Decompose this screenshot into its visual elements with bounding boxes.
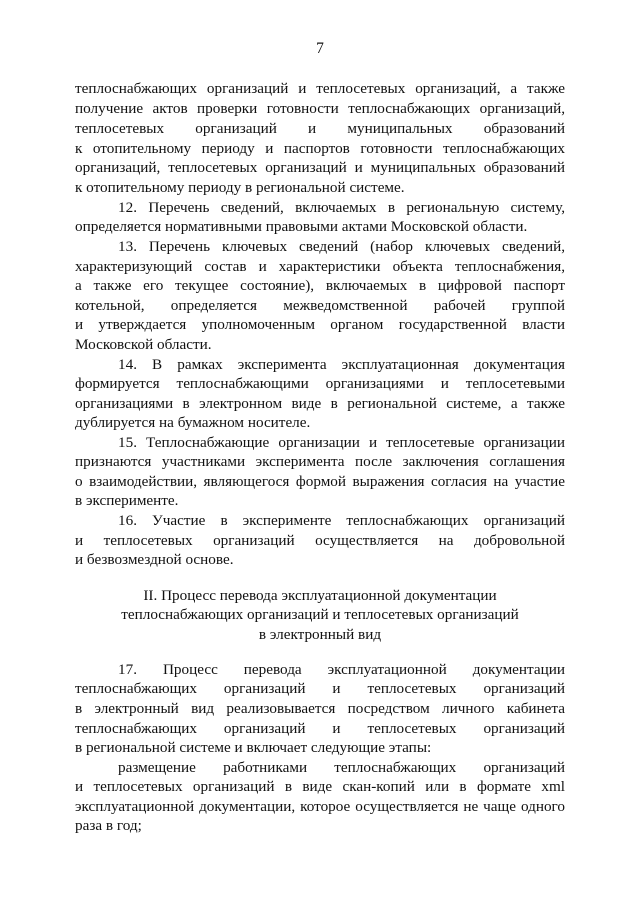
section-heading-line: II. Процесс перевода эксплуатационной документации [143, 587, 497, 604]
text-line: раза в год; [75, 817, 142, 834]
paragraph-12-first-line: 12. Перечень сведений, включаемых в региональную систему, [118, 199, 565, 216]
paragraph-16-first-line: 16. Участие в эксперименте теплоснабжающих организаций [118, 512, 565, 529]
text-line: а также его текущее состояние), включаемых в цифровой паспорт [75, 277, 565, 294]
text-line: определяется нормативными правовыми актами Московской области. [75, 218, 528, 235]
paragraph-17-first-line: 17. Процесс перевода эксплуатационной документации [118, 661, 565, 678]
text-line: теплосетевых организаций и муниципальных образований [75, 120, 565, 137]
text-line: формируется теплоснабжающими организациями и теплосетевыми [75, 375, 565, 392]
text-line: характеризующий состав и характеристики объекта теплоснабжения, [75, 258, 565, 275]
text-line: получение актов проверки готовности теплоснабжающих организаций, [75, 100, 565, 117]
text-line: в эксперименте. [75, 492, 179, 509]
section-heading-line: теплоснабжающих организаций и теплосетевых организаций [121, 606, 519, 623]
page-number: 7 [316, 40, 324, 57]
text-line: дублируется на бумажном носителе. [75, 414, 311, 431]
text-line: и утверждается уполномоченным органом государственной власти [75, 316, 565, 333]
text-line: в региональной системе и включает следующие этапы: [75, 739, 432, 756]
paragraph-14-first-line: 14. В рамках эксперимента эксплуатационная документация [118, 356, 565, 373]
stage-item-first-line: размещение работниками теплоснабжающих организаций [118, 759, 565, 776]
text-line: котельной, определяется межведомственной рабочей группой [75, 297, 565, 314]
text-line: о взаимодействии, являющегося формой выражения согласия на участие [75, 473, 565, 490]
text-line: теплоснабжающих организаций и теплосетевых организаций [75, 680, 565, 697]
text-line: к отопительному периоду и паспортов готовности теплоснабжающих [75, 140, 565, 157]
paragraph-15-first-line: 15. Теплоснабжающие организации и теплосетевые организации [118, 434, 565, 451]
section-heading-line: в электронный вид [258, 626, 382, 643]
text-line: в электронный вид реализовывается посредством личного кабинета [75, 700, 565, 717]
paragraph-13-first-line: 13. Перечень ключевых сведений (набор ключевых сведений, [118, 238, 565, 255]
text-line: организациями в электронном виде в региональной системе, а также [75, 395, 565, 412]
text-line: признаются участниками эксперимента после заключения соглашения [75, 453, 565, 470]
text-line: теплоснабжающих организаций и теплосетевых организаций, а также [75, 80, 565, 97]
text-line: эксплуатационной документации, которое осуществляется не чаще одного [75, 798, 565, 815]
text-line: к отопительному периоду в региональной системе. [75, 179, 405, 196]
text-line: и теплосетевых организаций в виде скан-копий или в формате xml [75, 778, 565, 795]
text-line: и безвозмездной основе. [75, 551, 234, 568]
text-line: и теплосетевых организаций осуществляется на добровольной [75, 532, 565, 549]
text-line: теплоснабжающих организаций и теплосетевых организаций [75, 720, 565, 737]
text-line: организаций, теплосетевых организаций и муниципальных образований [75, 159, 565, 176]
text-line: Московской области. [75, 336, 212, 353]
